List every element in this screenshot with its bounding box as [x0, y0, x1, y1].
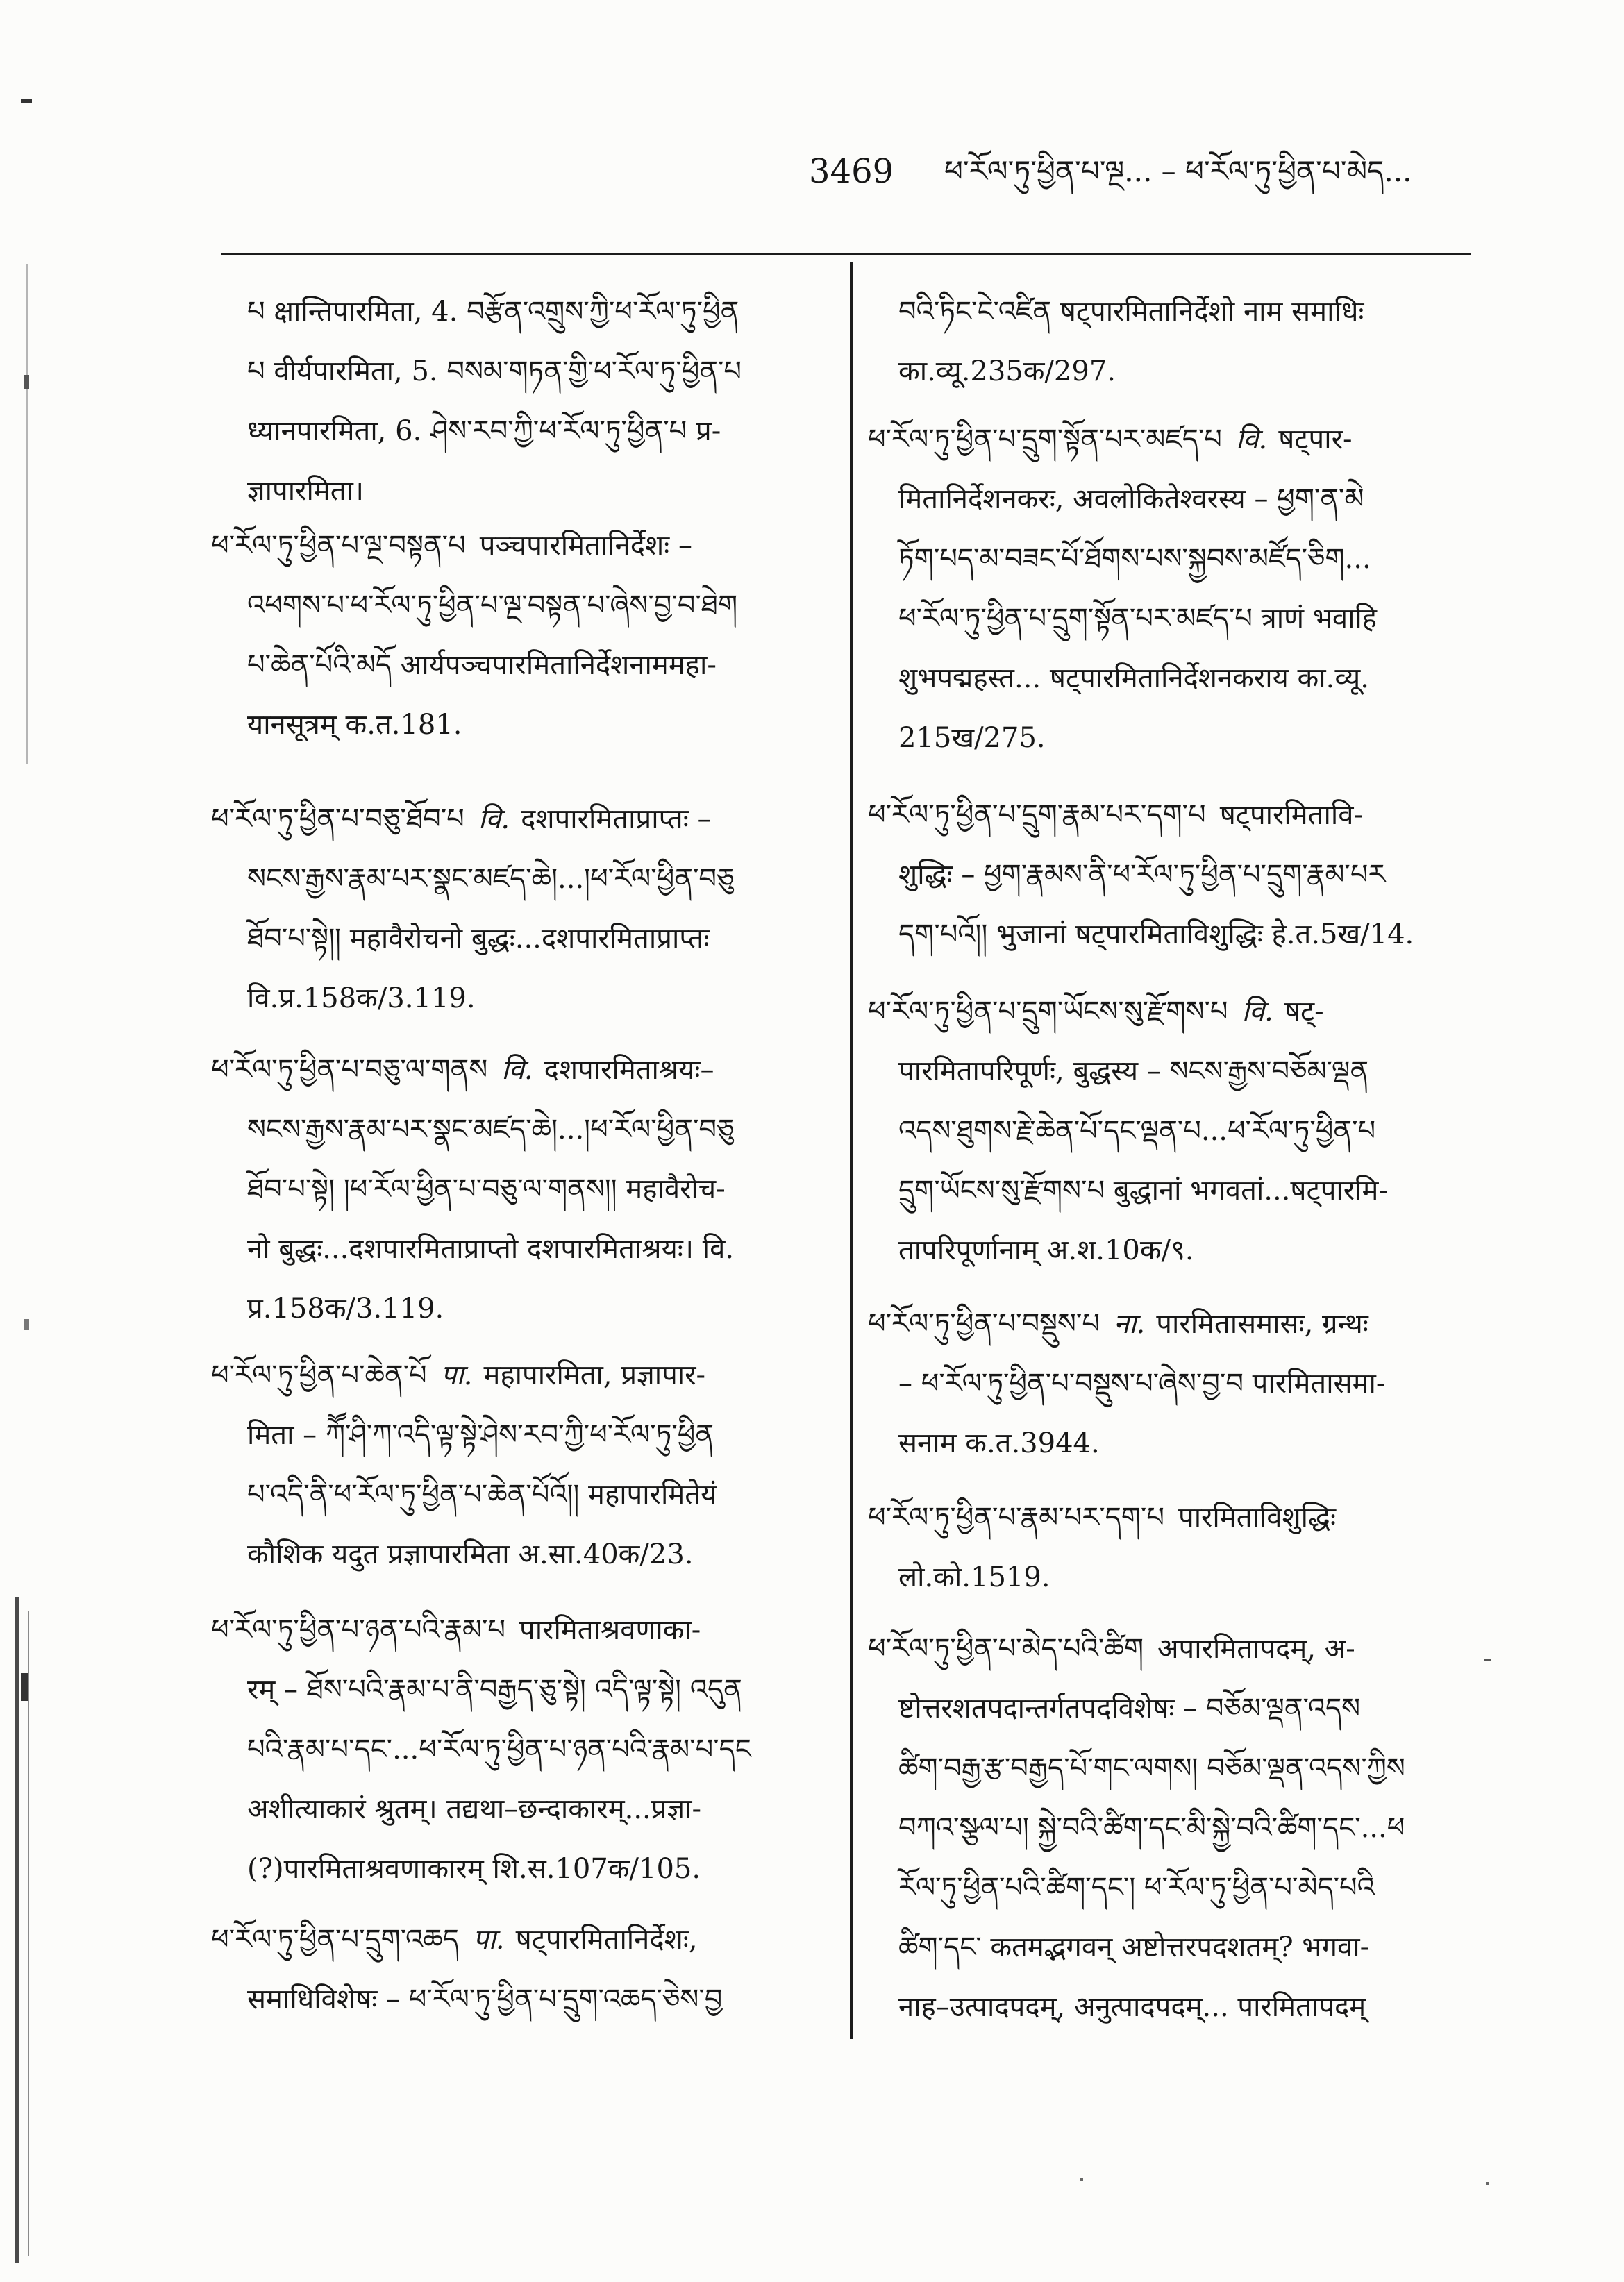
- entry-headword: ཕ་རོལ་ཏུ་ཕྱིན་པ་མེད་པའི་ཚིག: [868, 1633, 1144, 1665]
- entry-headword: ཕ་རོལ་ཏུ་ཕྱིན་པ་ཉན་པའི་རྣམ་པ: [211, 1614, 505, 1646]
- scan-artifact: [24, 375, 29, 389]
- column-divider: [850, 262, 853, 2039]
- entry-first-line: [211, 516, 823, 576]
- entry-first-line: [211, 789, 823, 849]
- part-of-speech-label: वि.: [1235, 423, 1268, 455]
- entry-line: तापरिपूर्णानाम् अ.श.10क/९.: [898, 1234, 1194, 1266]
- entry-line: བའི་ཏིང་ངེ་འཛིན षट्पारमितानिर्देशो नाम समाधिः: [898, 296, 1364, 328]
- entry-line: ཚིག་བརྒྱ་རྩ་བརྒྱད་པོ་གང་ལགས། བཅོམ་ལྡན་འདས་ཀྱིས: [898, 1752, 1405, 1784]
- entry-gloss: दशपारमिताप्राप्तः –: [521, 803, 712, 835]
- entry-line: अशीत्याकारं श्रुतम्। तद्यथा–छन्दाकारम्...प्रज्ञा-: [247, 1793, 702, 1825]
- entry-line: ཕ་རོལ་ཏུ་ཕྱིན་པ་དྲུག་སྟོན་པར་མཛད་པ त्राणं भवाहि: [898, 603, 1378, 635]
- entry-gloss: पारमिताश्रवणाका-: [519, 1614, 701, 1646]
- header-rule: [221, 253, 1471, 255]
- entry-line: འཕགས་པ་ཕ་རོལ་ཏུ་ཕྱིན་པ་ལྔ་བསྟན་པ་ཞེས་བྱ་བ་ཐེག: [247, 589, 738, 621]
- dictionary-entry: [211, 1345, 823, 1584]
- part-of-speech-label: वि.: [478, 803, 510, 835]
- entry-headword: ཕ་རོལ་ཏུ་ཕྱིན་པ་རྣམ་པར་དག་པ: [868, 1502, 1164, 1534]
- entry-line: पारमितापरिपूर्णः, बुद्धस्य – སངས་རྒྱས་བཅོམ་ལྡན: [898, 1055, 1369, 1087]
- entry-gloss: पारमितासमासः, ग्रन्थः: [1156, 1308, 1368, 1340]
- entry-first-line: [211, 1040, 823, 1100]
- entry-line: ཏོག་པད་མ་བཟང་པོ་ཐོགས་པས་སྐྱབས་མཛོད་ཅིག...: [898, 543, 1371, 575]
- entry-line: यानसूत्रम् क.त.181.: [247, 709, 462, 741]
- entry-line: དག་པའོ།། भुजानां षट्पारमिताविशुद्धिः हे.त.5ख/14.: [898, 918, 1414, 950]
- running-head: ཕ་རོལ་ཏུ་ཕྱིན་པ་ལྔ... – ཕ་རོལ་ཏུ་ཕྱིན་པ་མེད...: [944, 154, 1412, 188]
- scan-artifact: [24, 1319, 29, 1330]
- entry-line: ज्ञापारमिता।: [247, 475, 365, 507]
- entry-headword: ཕ་རོལ་ཏུ་ཕྱིན་པ་བཅུ་ཐོབ་པ: [211, 803, 464, 835]
- entry-line: པ་འདི་ནི་ཕ་རོལ་ཏུ་ཕྱིན་པ་ཆེན་པོའོ།། महापारमितेयं: [247, 1479, 717, 1511]
- entry-line: ष्टोत्तरशतपदान्तर्गतपदविशेषः – བཅོམ་ལྡན་འདས: [898, 1693, 1361, 1725]
- entry-line: དྲུག་ཡོངས་སུ་རྫོགས་པ बुद्धानां भगवतां...षट्पारमि-: [898, 1175, 1388, 1207]
- scan-speck: [1080, 2178, 1083, 2181]
- entry-line: སངས་རྒྱས་རྣམ་པར་སྣང་མཛད་ཆེ།...།ཕ་རོལ་ཕྱིན་བཅུ: [247, 863, 735, 895]
- entry-gloss: षट्-: [1284, 996, 1324, 1027]
- scan-speck: [1486, 2182, 1489, 2185]
- entry-first-line: [868, 1488, 1471, 1547]
- dictionary-entry: [868, 1294, 1471, 1473]
- dictionary-entry-continued: [868, 282, 1471, 401]
- entry-line: सनाम क.त.3944.: [898, 1427, 1100, 1459]
- entry-line: པ वीर्यपारमिता, 5. བསམ་གཏན་གྱི་ཕ་རོལ་ཏུ་ཕྱིན་པ: [247, 355, 742, 387]
- entry-line: रम् – ཐོས་པའི་རྣམ་པ་ནི་བརྒྱད་ཅུ་སྟེ། འདི་ལྟ་སྟེ། འདུན: [247, 1674, 742, 1706]
- entry-line: པ་ཆེན་པོའི་མདོ आर्यपञ्चपारमितानिर्देशनाममहा-: [247, 649, 717, 681]
- entry-gloss: दशपारमिताश्रयः–: [544, 1054, 714, 1086]
- entry-first-line: [868, 982, 1471, 1041]
- entry-line: ཚིག་དང་ कतमद्भगवन् अष्टोत्तरपदशतम्? भगवा-: [898, 1931, 1370, 1963]
- entry-first-line: [868, 410, 1471, 469]
- entry-gloss: पारमिताविशुद्धिः: [1178, 1502, 1337, 1534]
- dictionary-entry: [868, 785, 1471, 964]
- entry-line: वि.प्र.158क/3.119.: [247, 982, 476, 1014]
- entry-headword: ཕ་རོལ་ཏུ་ཕྱིན་པ་ལྔ་བསྟན་པ: [211, 530, 466, 562]
- entry-first-line: [868, 1294, 1471, 1354]
- part-of-speech-label: वि.: [501, 1054, 533, 1086]
- entry-gloss: महापारमिता, प्रज्ञापार-: [483, 1359, 706, 1391]
- dictionary-entry: [868, 982, 1471, 1280]
- entry-line: – ཕ་རོལ་ཏུ་ཕྱིན་པ་བསྡུས་པ་ཞེས་བྱ་བ पारमितासमा-: [898, 1368, 1386, 1400]
- entry-line: नाह–उत्पादपदम्, अनुत्पादपदम्... पारमितापदम्: [898, 1991, 1366, 2023]
- entry-line: का.व्यू.235क/297.: [898, 355, 1116, 387]
- entry-first-line: [868, 1619, 1471, 1679]
- binding-edge-line: [26, 264, 28, 764]
- entry-line: པའི་རྣམ་པ་དང་...ཕ་རོལ་ཏུ་ཕྱིན་པ་ཉན་པའི་རྣམ་པ་དང: [247, 1734, 751, 1765]
- binding-edge-line: [15, 1597, 19, 2263]
- entry-first-line: [211, 1345, 823, 1405]
- entry-line: प्र.158क/3.119.: [247, 1293, 444, 1325]
- dictionary-entry: [211, 1910, 823, 2029]
- entry-gloss: अपारमितापदम्, अ-: [1157, 1633, 1355, 1665]
- entry-line: རོལ་ཏུ་ཕྱིན་པའི་ཚིག་དང་། ཕ་རོལ་ཏུ་ཕྱིན་པ་མེད་པའི: [898, 1872, 1375, 1904]
- binding-edge-line: [28, 1611, 29, 2256]
- scan-speck: [1484, 1659, 1491, 1661]
- page-number: 3469: [809, 152, 894, 191]
- entry-headword: ཕ་རོལ་ཏུ་ཕྱིན་པ་བསྡུས་པ: [868, 1308, 1100, 1340]
- dictionary-entry: [868, 410, 1471, 768]
- entry-headword: ཕ་རོལ་ཏུ་ཕྱིན་པ་དྲུག་རྣམ་པར་དག་པ: [868, 799, 1206, 831]
- entry-line: པ क्षान्तिपारमिता, 4. བརྩོན་འགྲུས་ཀྱི་ཕ་རོལ་ཏུ་ཕྱིན: [247, 296, 739, 328]
- dictionary-entry: [211, 1040, 823, 1339]
- dictionary-entry: [868, 1619, 1471, 2037]
- entry-headword: ཕ་རོལ་ཏུ་ཕྱིན་པ་དྲུག་འཆད: [211, 1924, 459, 1956]
- entry-line: ཐོབ་པ་སྟེ།། महावैरोचनो बुद्धः...दशपारमिताप्राप्तः: [247, 923, 710, 955]
- entry-headword: ཕ་རོལ་ཏུ་ཕྱིན་པ་ཆེན་པོ: [211, 1359, 427, 1391]
- entry-line: मितानिर्देशनकरः, अवलोकितेश्वरस्य – ཕྱག་ན་མེ: [898, 483, 1364, 515]
- part-of-speech-label: ना.: [1113, 1308, 1146, 1340]
- entry-line: समाधिविशेषः – ཕ་རོལ་ཏུ་ཕྱིན་པ་དྲུག་འཆད་ཅེས་བྱ: [247, 1983, 723, 2015]
- entry-gloss: षट्पारमितावि-: [1219, 799, 1363, 831]
- entry-gloss: षट्पारमितानिर्देशः,: [515, 1924, 698, 1956]
- entry-line: शुभपद्महस्त... षट्पारमितानिर्देशनकराय का.व्यू.: [898, 662, 1369, 694]
- dictionary-entry: [868, 1488, 1471, 1607]
- entry-line: སངས་རྒྱས་རྣམ་པར་སྣང་མཛད་ཆེ།...།ཕ་རོལ་ཕྱིན་བཅུ: [247, 1114, 735, 1146]
- entry-first-line: [211, 1910, 823, 1970]
- dictionary-entry-continued: [211, 282, 823, 521]
- entry-first-line: [211, 1600, 823, 1660]
- dictionary-entry: [211, 516, 823, 755]
- entry-headword: ཕ་རོལ་ཏུ་ཕྱིན་པ་བཅུ་ལ་གནས: [211, 1054, 488, 1086]
- entry-line: मिता – ཀཽ་ཤི་ཀ་འདི་ལྟ་སྟེ་ཤེས་རབ་ཀྱི་ཕ་རོལ་ཏུ་ཕྱིན: [247, 1419, 714, 1451]
- entry-line: འདས་ཐུགས་རྗེ་ཆེན་པོ་དང་ལྡན་པ...ཕ་རོལ་ཏུ་ཕྱིན་པ: [898, 1115, 1376, 1147]
- entry-gloss: षट्पार-: [1278, 423, 1353, 455]
- entry-line: कौशिक यदुत प्रज्ञापारमिता अ.सा.40क/23.: [247, 1538, 694, 1570]
- entry-headword: ཕ་རོལ་ཏུ་ཕྱིན་པ་དྲུག་ཡོངས་སུ་རྫོགས་པ: [868, 996, 1228, 1027]
- entry-line: (?)पारमिताश्रवणाकारम् शि.स.107क/105.: [247, 1853, 701, 1885]
- entry-line: ध्यानपारमिता, 6. ཤེས་རབ་ཀྱི་ཕ་རོལ་ཏུ་ཕྱིན་པ प्र-: [247, 415, 721, 447]
- part-of-speech-label: वि.: [1241, 996, 1273, 1027]
- scan-artifact: [21, 1673, 28, 1701]
- entry-line: བཀའ་སྩལ་པ། སྐྱེ་བའི་ཚིག་དང་མི་སྐྱེ་བའི་ཚིག་དང་...ཕ: [898, 1812, 1405, 1844]
- entry-line: 215ख/275.: [898, 722, 1046, 754]
- entry-headword: ཕ་རོལ་ཏུ་ཕྱིན་པ་དྲུག་སྟོན་པར་མཛད་པ: [868, 423, 1222, 455]
- dictionary-entry: [211, 789, 823, 1028]
- part-of-speech-label: पा.: [440, 1359, 473, 1391]
- scan-artifact: [21, 99, 32, 103]
- entry-line: लो.को.1519.: [898, 1561, 1050, 1593]
- entry-line: नो बुद्धः...दशपारमिताप्राप्तो दशपारमिताश्रयः। वि.: [247, 1233, 735, 1265]
- entry-first-line: [868, 785, 1471, 845]
- entry-line: शुद्धिः – ཕྱག་རྣམས་ནི་ཕ་རོལ་ཏུ་ཕྱིན་པ་དྲུག་རྣམ་པར: [898, 859, 1386, 891]
- dictionary-entry: [211, 1600, 823, 1899]
- entry-gloss: पञ्चपारमितानिर्देशः –: [479, 530, 692, 562]
- part-of-speech-label: पा.: [472, 1924, 505, 1956]
- entry-line: ཐོབ་པ་སྟེ། །ཕ་རོལ་ཕྱིན་པ་བཅུ་ལ་གནས།། महावैरोच-: [247, 1173, 726, 1205]
